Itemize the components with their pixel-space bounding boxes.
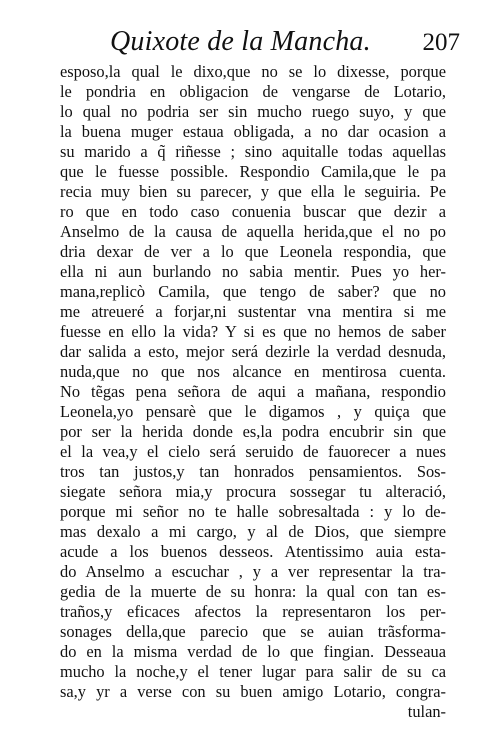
text-line: do en la misma verdad de lo que fingian. Desseaua bbox=[60, 642, 446, 661]
text-line: do Anselmo a escuchar , y a ver representar la tra- bbox=[60, 562, 446, 581]
text-line: Anselmo de la causa de aquella herida,que el no po bbox=[60, 222, 446, 241]
text-line: me atreueré a forjar,ni sustentar vna mentira si me bbox=[60, 302, 446, 321]
text-line: gedia de la muerte de su honra: la qual con tan es- bbox=[60, 582, 446, 601]
running-title: Quixote de la Mancha. bbox=[110, 26, 371, 57]
text-line: la buena muger estaua obligada, a no dar ocasion a bbox=[60, 122, 446, 141]
text-line: ro que en todo caso conuenia buscar que dezir a bbox=[60, 202, 446, 221]
text-line: mas dexalo a mi cargo, y al de Dios, que siempre bbox=[60, 522, 446, 541]
page-number: 207 bbox=[422, 29, 460, 56]
text-line: sonages della,que parecio que se auian trãsforma- bbox=[60, 622, 446, 641]
text-line: le pondria en obligacion de vengarse de Lotario, bbox=[60, 82, 446, 101]
text-line: el la vea,y el cielo será seruido de fauorecer a nues bbox=[60, 442, 446, 461]
text-line: traños,y eficaces afectos la representaron los per- bbox=[60, 602, 446, 621]
text-line: siegate señora mia,y procura sossegar tu alteració, bbox=[60, 482, 446, 501]
text-line: No tẽgas pena señora de aqui a mañana, respondio bbox=[60, 382, 446, 401]
catchword: tulan- bbox=[407, 702, 446, 721]
text-line: mana,replicò Camila, que tengo de saber? que no bbox=[60, 282, 446, 301]
text-line: dria dexar de ver a lo que Leonela respondia, que bbox=[60, 242, 446, 261]
text-line: recia muy bien su parecer, y que ella le seguiria. Pe bbox=[60, 182, 446, 201]
text-line: lo qual no podria ser sin mucho ruego suyo, y que bbox=[60, 102, 446, 121]
text-line: esposo,la qual le dixo,que no se lo dixesse, porque bbox=[60, 62, 446, 81]
body-text bbox=[60, 62, 446, 722]
text-line: nuda,que no que nos alcance en mentirosa cuenta. bbox=[60, 362, 446, 381]
text-line: dar salida a esto, mejor será dezirle la verdad desnuda, bbox=[60, 342, 446, 361]
text-line: mucho la noche,y el tener lugar para salir de su ca bbox=[60, 662, 446, 681]
text-line: su marido a q̃ riñesse ; sino aquitalle todas aquellas bbox=[60, 142, 446, 161]
text-line: sa,y yr a verse con su buen amigo Lotario, congra- bbox=[60, 682, 446, 701]
text-line: que le fuesse possible. Respondio Camila,que le pa bbox=[60, 162, 446, 181]
text-line: Leonela,yo pensarè que le digamos , y quiça que bbox=[60, 402, 446, 421]
text-line: ella ni aun burlando no sabia mentir. Pues yo her- bbox=[60, 262, 446, 281]
text-line: por ser la herida donde es,la podra encubrir sin que bbox=[60, 422, 446, 441]
text-line: acude a los buenos desseos. Atentissimo auia esta- bbox=[60, 542, 446, 561]
page-header bbox=[110, 20, 460, 62]
text-line: tros tan justos,y tan honrados pensamientos. Sos- bbox=[60, 462, 446, 481]
text-line: fuesse en ello la vida? Y si es que no hemos de saber bbox=[60, 322, 446, 341]
text-line: porque mi señor no te halle sobresaltada : y lo de- bbox=[60, 502, 446, 521]
